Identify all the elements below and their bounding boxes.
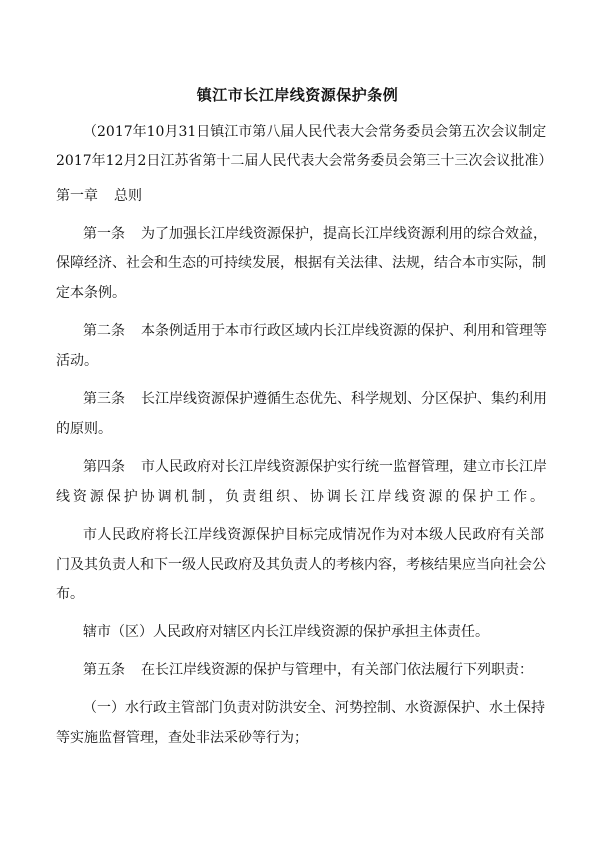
article-2-line-2: 活动。 bbox=[56, 353, 98, 369]
article-label: 第二条 bbox=[83, 323, 125, 339]
article-4-para-2-line-2: 门及其负责人和下一级人民政府及其负责人的考核内容，考核结果应当向社会公 bbox=[56, 557, 546, 573]
article-3-line-2: 的原则。 bbox=[56, 421, 112, 437]
article-text: 长江岸线资源保护遵循生态优先、科学规划、分区保护、集约利用 bbox=[141, 391, 547, 407]
chapter-title: 总则 bbox=[114, 188, 142, 204]
enactment-note-line-1: （2017年10月31日镇江市第八届人民代表大会常务委员会第五次会议制定 bbox=[83, 124, 547, 140]
article-4-para-2-line-1: 市人民政府将长江岸线资源保护目标完成情况作为对本级人民政府有关部 bbox=[83, 527, 544, 543]
article-text: 本条例适用于本市行政区域内长江岸线资源的保护、利用和管理等 bbox=[141, 323, 547, 339]
article-5-line-1 bbox=[83, 661, 544, 679]
article-text: 为了加强长江岸线资源保护，提高长江岸线资源利用的综合效益， bbox=[141, 226, 547, 242]
document-title: 镇江市长江岸线资源保护条例 bbox=[196, 86, 399, 104]
article-text: 在长江岸线资源的保护与管理中，有关部门依法履行下列职责： bbox=[141, 662, 533, 678]
article-4-line-1 bbox=[83, 458, 547, 476]
article-5-item-1-line-1: （一）水行政主管部门负责对防洪安全、河势控制、水资源保护、水土保持 bbox=[83, 700, 545, 716]
article-label: 第一条 bbox=[83, 226, 125, 242]
article-1-line-3: 定本条例。 bbox=[56, 285, 126, 301]
article-5-item-1-line-2: 等实施监督管理，查处非法采砂等行为； bbox=[56, 730, 308, 746]
article-4-para-2-line-3: 布。 bbox=[56, 586, 84, 602]
article-4-para-3-line-1: 辖市（区）人民政府对辖区内长江岸线资源的保护承担主体责任。 bbox=[83, 624, 489, 640]
article-label: 第四条 bbox=[83, 459, 125, 475]
chapter-heading bbox=[56, 187, 544, 205]
article-2-line-1 bbox=[83, 322, 547, 340]
article-text: 市人民政府对长江岸线资源保护实行统一监督管理，建立市长江岸 bbox=[141, 459, 547, 475]
article-3-line-1 bbox=[83, 390, 547, 408]
article-label: 第三条 bbox=[83, 391, 125, 407]
article-1-line-1 bbox=[83, 225, 547, 243]
chapter-number: 第一章 bbox=[56, 188, 98, 204]
article-label: 第五条 bbox=[83, 662, 125, 678]
article-4-line-2: 线资源保护协调机制，负责组织、协调长江岸线资源的保护工作。 bbox=[56, 489, 544, 505]
article-1-line-2: 保障经济、社会和生态的可持续发展，根据有关法律、法规，结合本市实际，制 bbox=[56, 255, 546, 271]
enactment-note-line-2: 2017年12月2日江苏省第十二届人民代表大会常务委员会第三十三次会议批准） bbox=[56, 153, 553, 169]
